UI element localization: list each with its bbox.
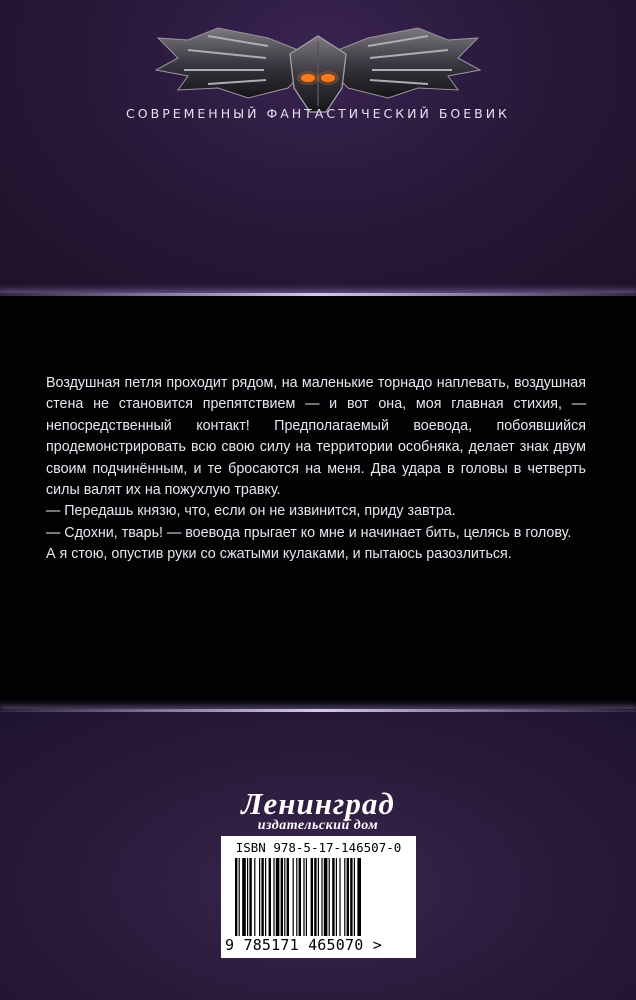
top-panel: [0, 0, 636, 294]
barcode: [221, 836, 416, 958]
publisher-subtitle: издательский дом: [257, 818, 379, 833]
blurb-paragraph: А я стою, опустив руки со сжатыми кулаками, и пытаюсь разозлиться.: [46, 546, 512, 563]
series-title: СОВРЕМЕННЫЙ ФАНТАСТИЧЕСКИЙ БОЕВИК: [126, 106, 510, 121]
blurb-paragraph: — Передашь князю, что, если он не извинится, приду завтра.: [46, 503, 456, 520]
barcode-digits: 9 785171 465070 >: [225, 936, 382, 954]
winged-skull-emblem-icon: [148, 18, 488, 118]
barcode-bars: [235, 858, 403, 938]
isbn-number: ISBN 978-5-17-146507-0: [235, 840, 402, 855]
publisher-logo: Ленинград: [241, 786, 395, 821]
blurb-paragraph: — Сдохни, тварь! — воевода прыгает ко мне и начинает бить, целясь в голову.: [46, 524, 572, 541]
blurb-paragraph: Воздушная петля проходит рядом, на маленькие торнадо наплевать, воздушная стена не становится препятствием — и вот она, моя главная стихия, — непосредственный контакт! Предполагаемый воевода, побоявшийся продемонстрировать всю свою силу на территории особняка, делает знак двум своим подчинённым, и те бросаются на меня. Два удара в головы в четверть силы валят их на пожухлую травку.: [46, 375, 586, 499]
blurb-text: [46, 373, 586, 566]
